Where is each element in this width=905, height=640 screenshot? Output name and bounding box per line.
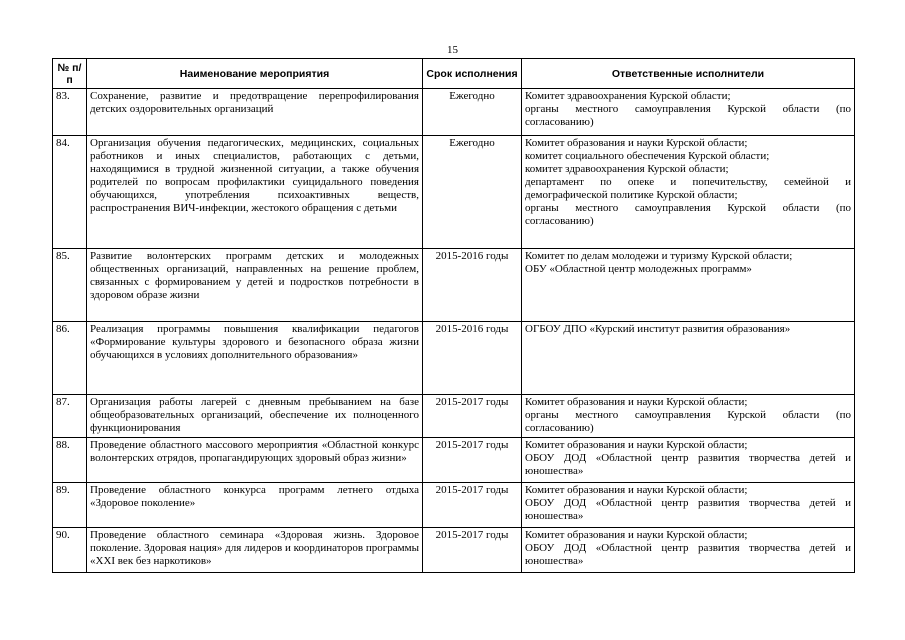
responsible-executors xyxy=(522,438,855,483)
event-name: Развитие волонтерских программ детских и молодежных общественных организаций, направленных на решение проблем, связанных с формированием у детей и подростков потребности в здоровом образе жизни xyxy=(87,249,423,322)
event-term: 2015-2016 годы xyxy=(423,322,522,395)
executor-line: ОБОУ ДОД «Областной центр развития творчества детей и юношества» xyxy=(525,497,851,522)
executor-line: Комитет образования и науки Курской области; xyxy=(525,396,748,408)
event-term: 2015-2016 годы xyxy=(423,249,522,322)
header-resp: Ответственные исполнители xyxy=(522,59,855,89)
responsible-executors xyxy=(522,136,855,249)
executor-line: Комитет по делам молодежи и туризму Курской области; xyxy=(525,250,793,262)
table-row xyxy=(53,136,855,249)
executor-line: комитет социального обеспечения Курской области; xyxy=(525,150,770,162)
executor-line: Комитет образования и науки Курской области; xyxy=(525,439,748,451)
executor-line: ОБОУ ДОД «Областной центр развития творчества детей и юношества» xyxy=(525,542,851,567)
executor-line: Комитет образования и науки Курской области; xyxy=(525,529,748,541)
event-name: Реализация программы повышения квалификации педагогов «Формирование культуры здорового и безопасного образа жизни обучающихся в условиях дополнительного образования» xyxy=(87,322,423,395)
row-number: 88. xyxy=(53,438,87,483)
header-term: Срок исполнения xyxy=(423,59,522,89)
executor-line: ОБУ «Областной центр молодежных программ» xyxy=(525,263,752,275)
responsible-executors xyxy=(522,249,855,322)
row-number: 90. xyxy=(53,528,87,573)
executor-line: Комитет образования и науки Курской области; xyxy=(525,484,748,496)
table-row xyxy=(53,438,855,483)
event-term: 2015-2017 годы xyxy=(423,395,522,438)
events-table xyxy=(52,58,855,573)
event-term: 2015-2017 годы xyxy=(423,438,522,483)
event-term: Ежегодно xyxy=(423,136,522,249)
executor-line: комитет здравоохранения Курской области; xyxy=(525,163,729,175)
event-name: Проведение областного массового мероприятия «Областной конкурс волонтерских отрядов, пропагандирующих здоровый образ жизни» xyxy=(87,438,423,483)
row-number: 87. xyxy=(53,395,87,438)
header-num: № п/п xyxy=(53,59,87,89)
table-row xyxy=(53,322,855,395)
responsible-executors xyxy=(522,528,855,573)
executor-line: органы местного самоуправления Курской области (по согласованию) xyxy=(525,202,851,227)
row-number: 83. xyxy=(53,89,87,136)
table-header-row xyxy=(53,59,855,89)
event-term: 2015-2017 годы xyxy=(423,483,522,528)
executor-line: органы местного самоуправления Курской области (по согласованию) xyxy=(525,103,851,128)
event-term: Ежегодно xyxy=(423,89,522,136)
executor-line: департамент по опеке и попечительству, семейной и демографической политике Курской области; xyxy=(525,176,851,201)
executor-line: Комитет образования и науки Курской области; xyxy=(525,137,748,149)
event-name: Проведение областного конкурса программ летнего отдыха «Здоровое поколение» xyxy=(87,483,423,528)
responsible-executors xyxy=(522,89,855,136)
table-row xyxy=(53,249,855,322)
row-number: 85. xyxy=(53,249,87,322)
event-name: Сохранение, развитие и предотвращение перепрофилирования детских оздоровительных организаций xyxy=(87,89,423,136)
header-name: Наименование мероприятия xyxy=(87,59,423,89)
event-name: Организация обучения педагогических, медицинских, социальных работников и иных специалистов, работающих с детьми, находящимися в трудной жизненной ситуации, а также обучения родителей по вопросам профилактики суицидального поведения обучающихся, употребления психоактивных веществ, распространения ВИЧ-инфекции, жестокого обращения с детьми xyxy=(87,136,423,249)
responsible-executors xyxy=(522,395,855,438)
event-term: 2015-2017 годы xyxy=(423,528,522,573)
row-number: 89. xyxy=(53,483,87,528)
row-number: 86. xyxy=(53,322,87,395)
table-row xyxy=(53,395,855,438)
table-row xyxy=(53,89,855,136)
executor-line: Комитет здравоохранения Курской области; xyxy=(525,90,731,102)
table-body xyxy=(53,89,855,573)
event-name: Организация работы лагерей с дневным пребыванием на базе общеобразовательных организаций, обеспечение их полноценного функционирования xyxy=(87,395,423,438)
responsible-executors xyxy=(522,322,855,395)
event-name: Проведение областного семинара «Здоровая жизнь. Здоровое поколение. Здоровая нация» для лидеров и координаторов программы «XXI век без наркотиков» xyxy=(87,528,423,573)
executor-line: ОБОУ ДОД «Областной центр развития творчества детей и юношества» xyxy=(525,452,851,477)
row-number: 84. xyxy=(53,136,87,249)
table-row xyxy=(53,483,855,528)
table-row xyxy=(53,528,855,573)
executor-line: ОГБОУ ДПО «Курский институт развития образования» xyxy=(525,323,791,335)
responsible-executors xyxy=(522,483,855,528)
page-number: 15 xyxy=(447,44,458,56)
executor-line: органы местного самоуправления Курской области (по согласованию) xyxy=(525,409,851,434)
